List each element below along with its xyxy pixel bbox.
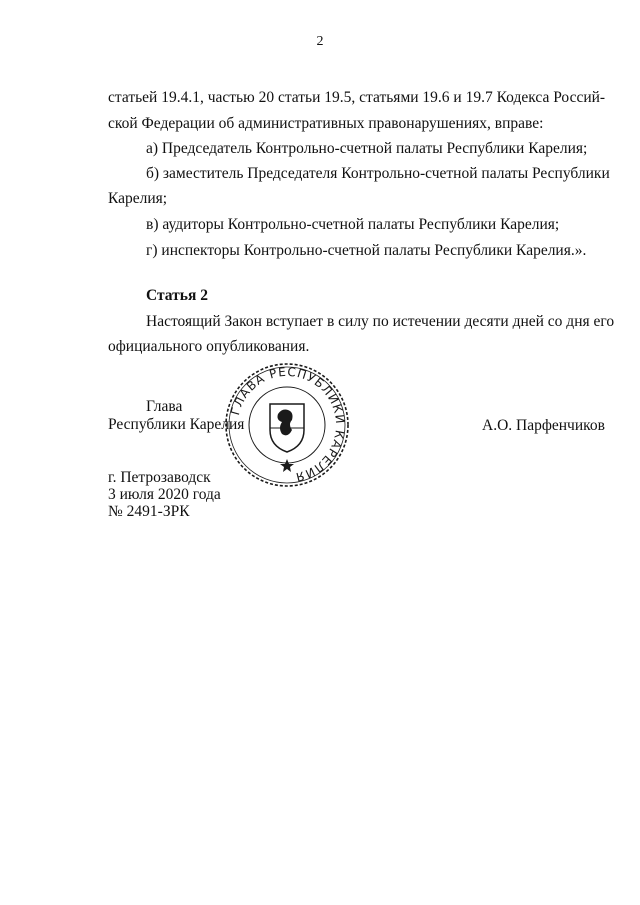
body-line: ской Федерации об административных правонарушениях, вправе: [108,115,544,132]
law-number: № 2491-ЗРК [108,503,190,520]
list-item-b-cont: Карелия; [108,190,168,207]
article-text: Настоящий Закон вступает в силу по истечении десяти дней со дня его [146,313,615,330]
date: 3 июля 2020 года [108,486,221,503]
stamp-text: ГЛАВА РЕСПУБЛИКИ КАРЕЛИЯ [228,364,348,485]
list-item-a: а) Председатель Контрольно-счетной палаты Республики Карелия; [146,140,588,157]
signatory-name: А.О. Парфенчиков [482,417,605,434]
list-item-d: г) инспекторы Контрольно-счетной палаты Республики Карелия.». [146,242,587,259]
signature-title: Республики Карелия [108,416,245,433]
coat-of-arms-icon [270,404,304,452]
page-number: 2 [316,34,324,49]
body-line: статьей 19.4.1, частью 20 статьи 19.5, статьями 19.6 и 19.7 Кодекса Россий- [108,89,606,106]
signature-title: Глава [146,398,183,415]
list-item-b: б) заместитель Председателя Контрольно-счетной палаты Республики [146,165,610,182]
list-item-c: в) аудиторы Контрольно-счетной палаты Республики Карелия; [146,216,560,233]
official-stamp [222,360,352,490]
article-text: официального опубликования. [108,338,310,355]
article-heading: Статья 2 [146,287,208,304]
place: г. Петрозаводск [108,469,211,486]
